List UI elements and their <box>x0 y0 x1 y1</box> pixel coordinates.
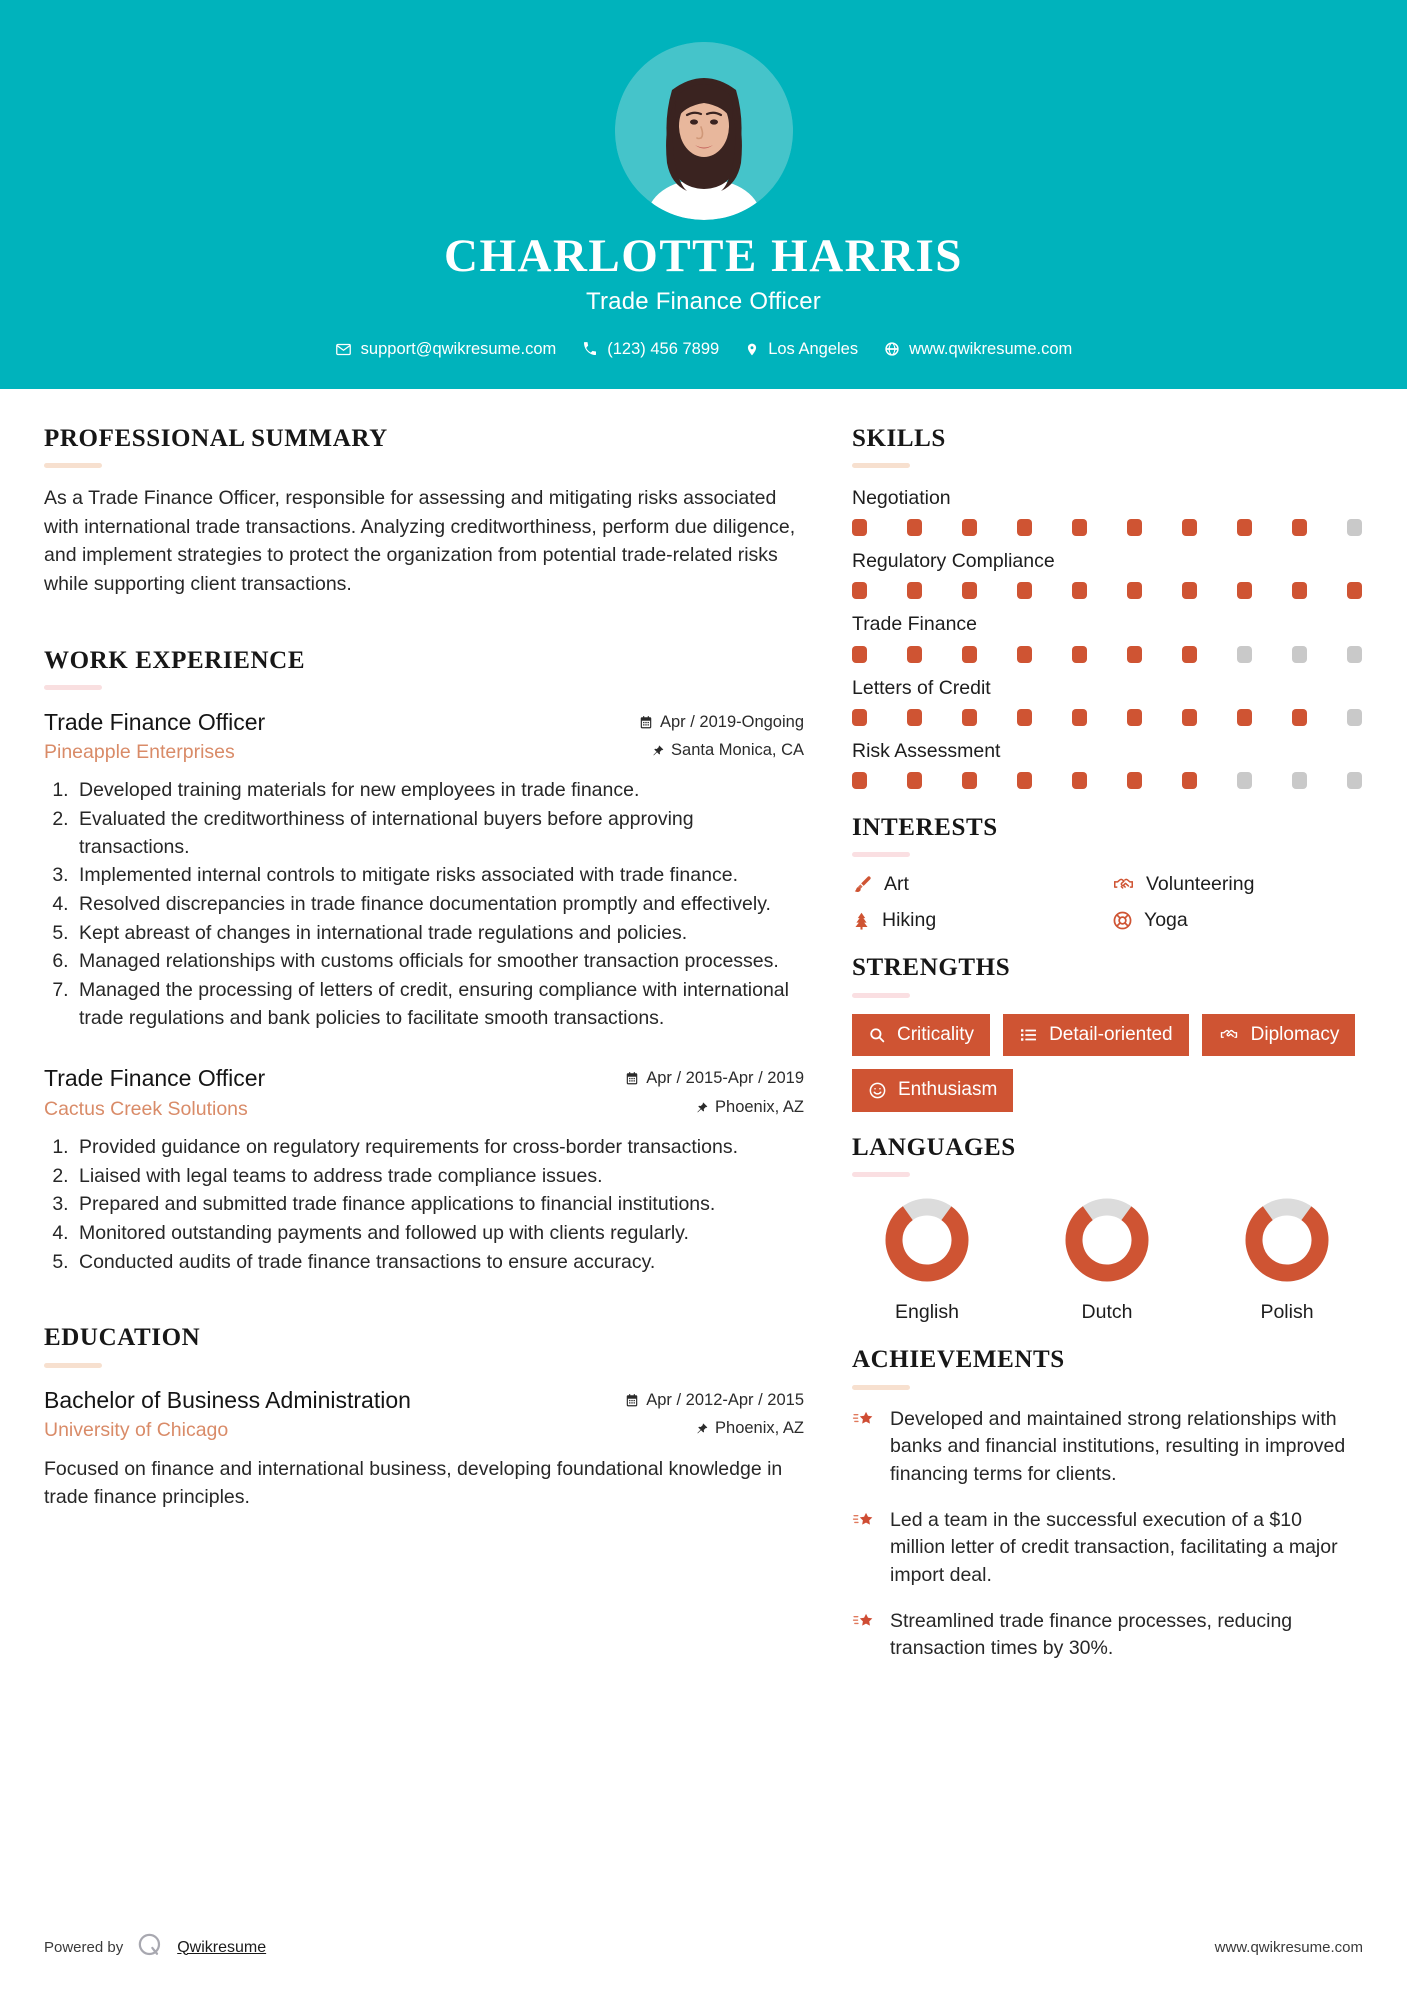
language-item <box>1212 1193 1362 1324</box>
skill-dot <box>1017 519 1032 536</box>
work-location-text: Phoenix, AZ <box>715 1097 804 1116</box>
interest-item-hiking <box>852 909 1102 932</box>
handshake-icon <box>1218 1026 1240 1044</box>
skill-label: Regulatory Compliance <box>852 550 1055 573</box>
shooting-star-icon <box>852 1611 876 1638</box>
brand-link[interactable]: Qwikresume <box>177 1938 267 1956</box>
strength-label: Enthusiasm <box>898 1079 998 1101</box>
section-languages <box>852 1132 1362 1324</box>
magnifier-icon <box>868 1026 886 1044</box>
spacer <box>852 1120 1362 1132</box>
language-label: Polish <box>1260 1301 1314 1324</box>
interest-label: Hiking <box>882 909 937 932</box>
section-heading-work-experience: WORK EXPERIENCE <box>44 646 306 674</box>
skill-dot <box>1017 709 1032 726</box>
achievement-item <box>852 1406 1362 1489</box>
section-rule <box>852 852 910 857</box>
right-column <box>852 423 1362 1681</box>
language-donut-chart <box>1240 1193 1334 1287</box>
interest-label: Art <box>884 873 909 896</box>
skill-dot <box>962 582 977 599</box>
skill-dot <box>1127 582 1142 599</box>
contact-email[interactable] <box>335 340 557 359</box>
left-column <box>44 423 804 1520</box>
resume-footer <box>0 1931 1407 1990</box>
skill-dot <box>1347 709 1362 726</box>
section-heading-skills: SKILLS <box>852 424 946 452</box>
language-item <box>1032 1193 1182 1324</box>
skill-dot <box>962 646 977 663</box>
skill-dot <box>1182 646 1197 663</box>
achievements-list <box>852 1406 1362 1664</box>
work-bullet: 6. Managed relationships with customs officials for smoother transaction processes. <box>74 948 804 976</box>
work-entry-subheader <box>44 1095 804 1123</box>
powered-by-label: Powered by <box>44 1939 124 1956</box>
skill-dot <box>1072 646 1087 663</box>
skill-dot <box>1072 709 1087 726</box>
list-icon <box>1019 1026 1038 1044</box>
work-bullet: 7. Managed the processing of letters of credit, ensuring compliance with international trade regulations and bank policies to facilitate smooth transactions. <box>74 977 804 1032</box>
skill-dot <box>1292 646 1307 663</box>
strength-label: Detail-oriented <box>1049 1023 1173 1045</box>
skill-item <box>852 547 1362 599</box>
education-location <box>696 1419 804 1438</box>
section-strengths <box>852 952 1362 1112</box>
work-bullet: 1. Developed training materials for new employees in trade finance. <box>74 777 804 805</box>
skill-dot <box>852 709 867 726</box>
skill-dot <box>907 772 922 789</box>
skill-item <box>852 484 1362 536</box>
skill-rating <box>852 772 1362 789</box>
education-location-text: Phoenix, AZ <box>715 1418 804 1437</box>
skill-dot <box>1347 519 1362 536</box>
pushpin-icon <box>696 1100 708 1115</box>
skill-dot <box>1237 646 1252 663</box>
avatar-photo-icon <box>615 42 793 220</box>
interest-item-volunteering <box>1112 873 1362 896</box>
section-heading-languages: LANGUAGES <box>852 1134 1016 1162</box>
spacer <box>852 800 1362 812</box>
skill-dot <box>1182 582 1197 599</box>
work-bullet: 3. Implemented internal controls to mitigate risks associated with trade finance. <box>74 862 804 890</box>
work-role: Trade Finance Officer <box>44 708 266 735</box>
languages-list <box>852 1193 1362 1324</box>
section-heading-summary: PROFESSIONAL SUMMARY <box>44 424 388 452</box>
work-entry <box>44 1062 804 1276</box>
skill-dot <box>852 772 867 789</box>
section-rule <box>852 463 910 468</box>
strength-chip-detail-oriented <box>1003 1014 1189 1057</box>
skill-dot <box>907 709 922 726</box>
skill-dot <box>1237 582 1252 599</box>
interest-label: Yoga <box>1144 909 1188 932</box>
skill-rating <box>852 582 1362 599</box>
skills-list <box>852 484 1362 789</box>
work-bullet: 3. Prepared and submitted trade finance applications to financial institutions. <box>74 1191 804 1219</box>
section-skills <box>852 423 1362 790</box>
skill-dot <box>1237 709 1252 726</box>
spacer <box>44 1036 804 1062</box>
work-dates <box>625 1069 804 1088</box>
strength-label: Diplomacy <box>1250 1023 1340 1045</box>
skill-dot <box>1237 519 1252 536</box>
work-location <box>696 1098 804 1117</box>
section-rule <box>44 685 102 690</box>
education-dates-text: Apr / 2012-Apr / 2015 <box>646 1390 804 1409</box>
skill-dot <box>852 519 867 536</box>
tree-icon <box>852 910 871 932</box>
strength-chip-diplomacy <box>1202 1014 1356 1057</box>
education-description: Focused on finance and international business, developing foundational knowledge in trade finance principles. <box>44 1457 783 1509</box>
interests-grid <box>852 873 1362 932</box>
work-bullet: 2. Liaised with legal teams to address trade compliance issues. <box>74 1163 804 1191</box>
language-donut-chart <box>880 1193 974 1287</box>
calendar-icon <box>625 1071 639 1086</box>
achievement-item <box>852 1608 1362 1663</box>
achievement-text: Streamlined trade finance processes, reducing transaction times by 30%. <box>890 1609 1293 1660</box>
resume-body <box>0 389 1407 1901</box>
skill-dot <box>1182 709 1197 726</box>
achievement-text: Developed and maintained strong relationships with banks and financial institutions, resulting in improved financing terms for clients. <box>890 1407 1346 1485</box>
skill-dot <box>1017 582 1032 599</box>
envelope-icon <box>335 341 352 358</box>
skill-dot <box>1072 519 1087 536</box>
qwikresume-logo-icon <box>136 1931 164 1964</box>
work-location-text: Santa Monica, CA <box>671 740 804 759</box>
smiley-icon <box>868 1081 887 1100</box>
work-bullets <box>44 777 804 1032</box>
strength-chip-criticality <box>852 1014 990 1057</box>
contact-website[interactable] <box>884 340 1072 359</box>
contact-row <box>0 340 1407 359</box>
summary-text: As a Trade Finance Officer, responsible for assessing and mitigating risks associated with international trade transactions. Analyzing creditworthiness, perform due diligence, and implement strategies to protect the organization from potential trade-related risks while supporting client transactions. <box>44 486 796 595</box>
work-entry-header <box>44 1062 804 1094</box>
pushpin-icon <box>696 1421 708 1436</box>
section-heading-interests: INTERESTS <box>852 814 998 842</box>
contact-location-text: Los Angeles <box>768 339 859 358</box>
skill-item <box>852 737 1362 789</box>
language-item <box>852 1193 1002 1324</box>
calendar-icon <box>625 1393 639 1408</box>
education-dates <box>625 1391 804 1410</box>
section-professional-summary <box>44 423 804 599</box>
page-title: CHARLOTTE HARRIS <box>444 230 963 282</box>
job-title: Trade Finance Officer <box>586 287 821 315</box>
section-rule <box>44 1363 102 1368</box>
skill-dot <box>907 646 922 663</box>
section-rule <box>44 463 102 468</box>
shooting-star-icon <box>852 1409 876 1436</box>
contact-website-text: www.qwikresume.com <box>909 339 1073 358</box>
achievement-item <box>852 1507 1362 1590</box>
education-entry-header <box>44 1384 804 1416</box>
skill-dot <box>1292 709 1307 726</box>
skill-item <box>852 674 1362 726</box>
section-rule <box>852 993 910 998</box>
language-donut-chart <box>1060 1193 1154 1287</box>
work-bullet: 2. Evaluated the creditworthiness of international buyers before approving transactions. <box>74 806 804 861</box>
section-rule <box>852 1172 910 1177</box>
work-entry <box>44 706 804 1033</box>
work-dates <box>639 713 804 732</box>
footer-left <box>44 1931 266 1964</box>
language-label: Dutch <box>1081 1301 1133 1324</box>
skill-rating <box>852 709 1362 726</box>
skill-dot <box>1347 772 1362 789</box>
strength-chip-enthusiasm <box>852 1069 1013 1112</box>
contact-phone-text: (123) 456 7899 <box>607 339 720 358</box>
section-rule <box>852 1385 910 1390</box>
education-entry-subheader <box>44 1416 804 1444</box>
section-interests <box>852 812 1362 932</box>
globe-icon <box>884 341 900 357</box>
skill-dot <box>1072 772 1087 789</box>
work-bullet: 5. Kept abreast of changes in international trade regulations and policies. <box>74 920 804 948</box>
work-bullet: 4. Monitored outstanding payments and followed up with clients regularly. <box>74 1220 804 1248</box>
skill-dot <box>1347 646 1362 663</box>
skill-dot <box>1237 772 1252 789</box>
skill-dot <box>1127 519 1142 536</box>
section-heading-achievements: ACHIEVEMENTS <box>852 1346 1065 1374</box>
language-label: English <box>895 1301 959 1324</box>
spacer <box>44 607 804 645</box>
skill-dot <box>962 519 977 536</box>
spacer <box>44 1284 804 1322</box>
work-company: Cactus Creek Solutions <box>44 1097 248 1120</box>
skill-label: Negotiation <box>852 486 951 509</box>
skill-dot <box>1292 772 1307 789</box>
section-heading-strengths: STRENGTHS <box>852 954 1011 982</box>
skill-dot <box>852 582 867 599</box>
section-work-experience <box>44 645 804 1277</box>
skill-rating <box>852 646 1362 663</box>
strength-label: Criticality <box>897 1023 975 1045</box>
section-achievements <box>852 1344 1362 1663</box>
paintbrush-icon <box>852 874 873 895</box>
spacer <box>852 1332 1362 1344</box>
contact-phone[interactable] <box>582 340 719 359</box>
skill-dot <box>852 646 867 663</box>
skill-dot <box>1017 646 1032 663</box>
work-dates-text: Apr / 2019-Ongoing <box>659 712 804 731</box>
skill-dot <box>1182 519 1197 536</box>
work-company: Pineapple Enterprises <box>44 740 235 763</box>
education-degree: Bachelor of Business Administration <box>44 1386 411 1413</box>
skill-dot <box>962 709 977 726</box>
skill-dot <box>1292 582 1307 599</box>
map-pin-icon <box>745 341 759 358</box>
calendar-icon <box>639 715 653 730</box>
interest-label: Volunteering <box>1146 873 1255 896</box>
skill-label: Risk Assessment <box>852 739 1001 762</box>
phone-icon <box>582 341 598 357</box>
work-bullet: 5. Conducted audits of trade finance transactions to ensure accuracy. <box>74 1249 804 1277</box>
work-entry-subheader <box>44 738 804 766</box>
skill-dot <box>907 519 922 536</box>
spacer <box>852 940 1362 952</box>
shooting-star-icon <box>852 1510 876 1537</box>
skill-dot <box>1072 582 1087 599</box>
work-bullet: 1. Provided guidance on regulatory requirements for cross-border transactions. <box>74 1134 804 1162</box>
education-entry <box>44 1384 804 1512</box>
avatar <box>615 42 793 220</box>
resume-header <box>0 0 1407 389</box>
skill-dot <box>1127 709 1142 726</box>
skill-dot <box>1127 772 1142 789</box>
strengths-list <box>852 1014 1362 1112</box>
skill-dot <box>962 772 977 789</box>
contact-location[interactable] <box>745 340 858 359</box>
skill-label: Trade Finance <box>852 613 978 636</box>
skill-dot <box>1292 519 1307 536</box>
work-bullet: 4. Resolved discrepancies in trade finance documentation promptly and effectively. <box>74 891 804 919</box>
skill-dot <box>1127 646 1142 663</box>
skill-label: Letters of Credit <box>852 676 991 699</box>
work-bullets <box>44 1134 804 1276</box>
interest-item-art <box>852 873 1102 896</box>
work-entry-header <box>44 706 804 738</box>
skill-item <box>852 610 1362 662</box>
work-dates-text: Apr / 2015-Apr / 2019 <box>646 1069 804 1088</box>
footer-website: www.qwikresume.com <box>1214 1939 1363 1956</box>
work-location <box>652 741 804 760</box>
skill-dot <box>1017 772 1032 789</box>
handshake-icon <box>1112 874 1135 895</box>
education-school: University of Chicago <box>44 1418 229 1441</box>
skill-rating <box>852 519 1362 536</box>
skill-dot <box>907 582 922 599</box>
achievement-text: Led a team in the successful execution of a $10 million letter of credit transaction, facilitating a major import deal. <box>890 1508 1338 1587</box>
pushpin-icon <box>652 743 664 758</box>
interest-item-yoga <box>1112 909 1362 932</box>
skill-dot <box>1347 582 1362 599</box>
skill-dot <box>1182 772 1197 789</box>
work-role: Trade Finance Officer <box>44 1065 266 1092</box>
contact-email-text: support@qwikresume.com <box>360 339 557 358</box>
section-education <box>44 1322 804 1511</box>
section-heading-education: EDUCATION <box>44 1324 201 1352</box>
lifebuoy-icon <box>1112 910 1133 931</box>
